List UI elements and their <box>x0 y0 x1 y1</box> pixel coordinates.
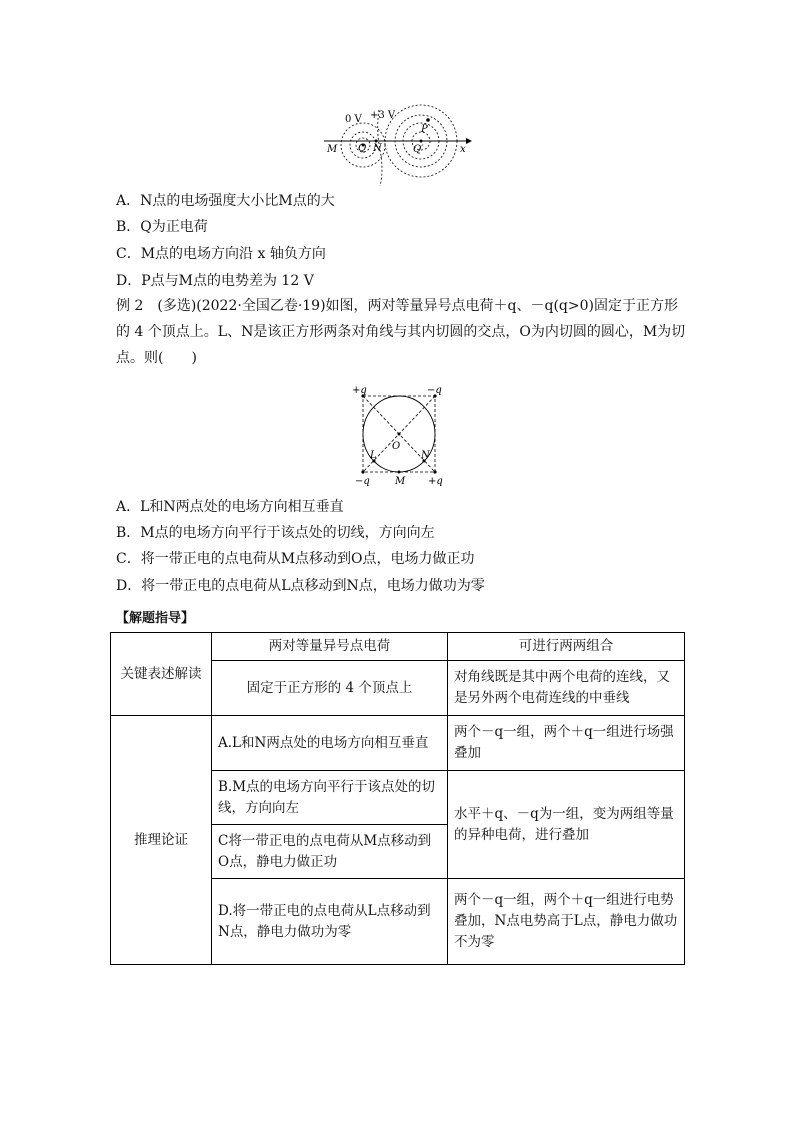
cell-r6c3: 两个－q一组，两个＋q一组进行电势叠加，N点电势高于L点，静电力做功不为零 <box>448 879 685 965</box>
q1-option-b: B．Q为正电荷 <box>116 219 208 235</box>
label-qp: Q′ <box>413 144 424 155</box>
row-header-key: 关键表述解读 <box>111 633 212 716</box>
q1-option-a: A．N点的电场强度大小比M点的大 <box>116 193 335 209</box>
label-n: N <box>373 143 382 154</box>
analysis-table <box>110 632 685 965</box>
point-p <box>426 118 430 122</box>
charge-bl <box>361 470 364 473</box>
cell-r3c3: 两个－q一组，两个＋q一组进行场强叠加 <box>448 716 685 771</box>
q2-option-d: D．将一带正电的点电荷从L点移动到N点，电场力做功为零 <box>116 578 485 594</box>
label-0v: 0 V <box>345 114 362 125</box>
example2-stem: 例 2 (多选)(2022·全国乙卷·19)如图，两对等量异号点电荷＋q、－q(q>0)固定于正方形的 4 个顶点上。L、N是该正方形两条对角线与其内切圆的交点，O为内切圆的圆心，M为切点。则( ) <box>116 298 686 366</box>
label-q: Q <box>358 143 367 154</box>
equipotential-figure <box>318 100 478 190</box>
label-l: L <box>370 450 377 461</box>
cell-r3c2: A.L和N两点处的电场方向相互垂直 <box>212 716 448 771</box>
square-charges-figure <box>350 384 446 490</box>
guide-title: 【解题指导】 <box>116 611 195 626</box>
cell-r1c3: 可进行两两组合 <box>448 633 685 661</box>
q2-option-a: A．L和N两点处的电场方向相互垂直 <box>116 499 344 515</box>
cell-r4c2: B.M点的电场方向平行于该点处的切线，方向向左 <box>212 771 448 825</box>
label-m: M <box>327 144 338 155</box>
q2-option-b: B．M点的电场方向平行于该点处的切线，方向向左 <box>116 525 435 541</box>
charge-br <box>433 470 436 473</box>
x-axis-arrow <box>466 138 472 144</box>
label-p: P <box>421 124 428 135</box>
label-bl: −q <box>355 476 370 487</box>
label-tl: +q <box>352 385 367 396</box>
label-m2: M <box>395 476 406 487</box>
label-3v: +3 V <box>370 110 396 121</box>
point-qp <box>420 140 423 143</box>
label-br: +q <box>428 476 443 487</box>
cell-r1c2: 两对等量异号点电荷 <box>212 633 448 661</box>
q1-option-d: D．P点与M点的电势差为 12 V <box>116 273 314 289</box>
label-x: x <box>460 144 466 155</box>
label-o: O <box>392 441 401 452</box>
label-n: N <box>421 450 430 461</box>
cell-r45c3: 水平＋q、－q为一组，变为两组等量的异种电荷，进行叠加 <box>448 771 685 879</box>
cell-r2c3: 对角线既是其中两个电荷的连线，又是另外两个电荷连线的中垂线 <box>448 661 685 716</box>
q2-option-c: C．将一带正电的点电荷从M点移动到O点，电场力做正功 <box>116 551 475 567</box>
row-header-reasoning: 推理论证 <box>111 716 212 965</box>
label-tr: −q <box>427 385 442 396</box>
cell-r5c2: C将一带正电的点电荷从M点移动到O点，静电力做正功 <box>212 825 448 879</box>
point-o <box>398 433 401 436</box>
cell-r2c2: 固定于正方形的 4 个顶点上 <box>212 661 448 716</box>
cell-r6c2: D.将一带正电的点电荷从L点移动到N点，静电力做功为零 <box>212 879 448 965</box>
point-m <box>398 471 401 474</box>
q1-option-c: C．M点的电场方向沿 x 轴负方向 <box>116 246 326 262</box>
